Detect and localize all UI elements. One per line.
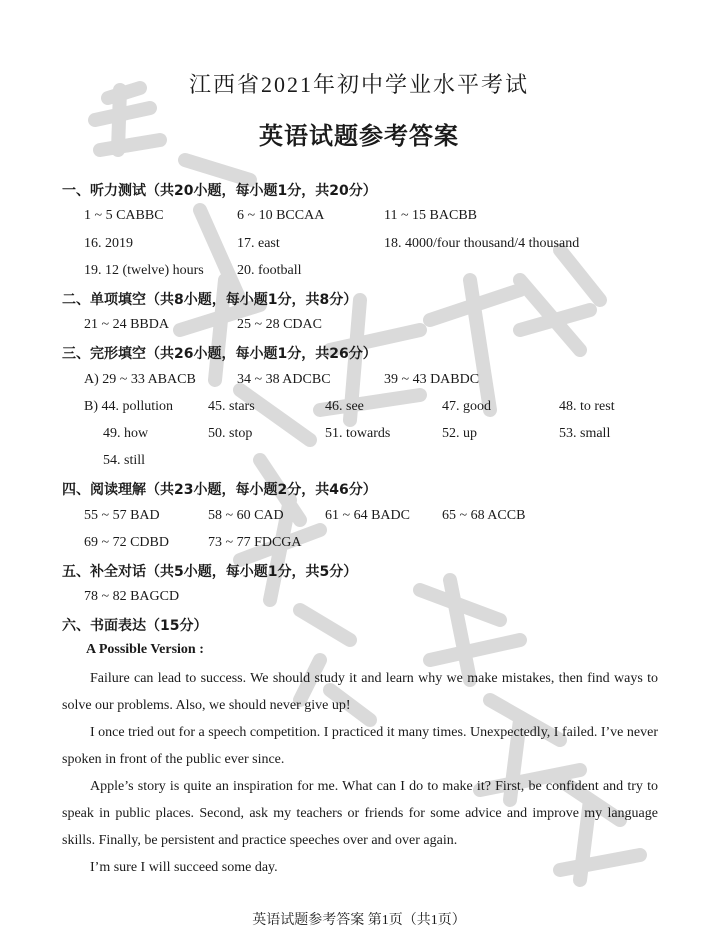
- answer-item: 53. small: [559, 426, 611, 441]
- section-heading-writing: 六、书面表达（15分）: [62, 618, 208, 634]
- essay-paragraph: I once tried out for a speech competition. I practiced it many times. Unexpectedly, I failed. I’ve never spoken in front of the public ever since.: [62, 725, 658, 767]
- page-footer: 英语试题参考答案 第1页（共1页）: [252, 913, 466, 928]
- possible-version-label: A Possible Version :: [86, 642, 204, 657]
- answer-item: 20. football: [237, 263, 302, 278]
- answer-item: 50. stop: [208, 426, 253, 441]
- essay-paragraph: Failure can lead to success. We should study it and learn why we make mistakes, then find ways to solve our problems. Also, we should never give up!: [62, 671, 658, 713]
- essay-paragraph: I’m sure I will succeed some day.: [90, 860, 278, 875]
- answer-item: 16. 2019: [84, 236, 133, 251]
- answer-item: 47. good: [442, 399, 491, 414]
- section-heading-listening: 一、听力测试（共20小题，每小题1分，共20分）: [62, 183, 377, 199]
- section-heading-cloze: 三、完形填空（共26小题，每小题1分，共26分）: [62, 346, 377, 362]
- answer-item: A) 29 ~ 33 ABACB: [84, 372, 196, 387]
- essay-paragraph: Apple’s story is quite an inspiration for me. What can I do to make it? First, be confident and try to speak in public places. Second, ask my teachers or friends for some advice and improve my language skills. Finally, be persistent and practice speeches over and over again.: [62, 779, 658, 848]
- answer-item: 45. stars: [208, 399, 255, 414]
- document-subtitle: 英语试题参考答案: [259, 122, 459, 150]
- answer-item: 25 ~ 28 CDAC: [237, 317, 322, 332]
- answer-item: 69 ~ 72 CDBD: [84, 535, 169, 550]
- answer-item: 46. see: [325, 399, 364, 414]
- section-heading-reading: 四、阅读理解（共23小题，每小题2分，共46分）: [62, 482, 377, 498]
- answer-item: 1 ~ 5 CABBC: [84, 208, 164, 223]
- section-heading-dialogue: 五、补全对话（共5小题，每小题1分，共5分）: [62, 564, 358, 580]
- exam-title: 江西省2021年初中学业水平考试: [188, 72, 529, 97]
- answer-item: 61 ~ 64 BADC: [325, 508, 410, 523]
- answer-item: 51. towards: [325, 426, 391, 441]
- answer-item: 54. still: [103, 453, 146, 468]
- answer-item: 78 ~ 82 BAGCD: [84, 589, 180, 604]
- answer-item: 19. 12 (twelve) hours: [84, 263, 204, 278]
- answer-item: 48. to rest: [559, 399, 615, 414]
- answer-item: 17. east: [237, 236, 280, 251]
- answer-item: 58 ~ 60 CAD: [208, 508, 284, 523]
- answer-item: 18. 4000/four thousand/4 thousand: [384, 236, 580, 251]
- answer-item: 55 ~ 57 BAD: [84, 508, 160, 523]
- answer-item: 6 ~ 10 BCCAA: [237, 208, 325, 223]
- section-heading-single-choice: 二、单项填空（共8小题，每小题1分，共8分）: [62, 292, 358, 308]
- answer-item: 11 ~ 15 BACBB: [384, 208, 478, 223]
- answer-item: 65 ~ 68 ACCB: [442, 508, 526, 523]
- answer-item: 73 ~ 77 FDCGA: [208, 535, 302, 550]
- answer-item: 39 ~ 43 DABDC: [384, 372, 480, 387]
- answer-item: 34 ~ 38 ADCBC: [237, 372, 331, 387]
- answer-item: 21 ~ 24 BBDA: [84, 317, 169, 332]
- answer-item: 49. how: [103, 426, 149, 441]
- answer-item: 52. up: [442, 426, 477, 441]
- answer-item: B) 44. pollution: [84, 399, 174, 414]
